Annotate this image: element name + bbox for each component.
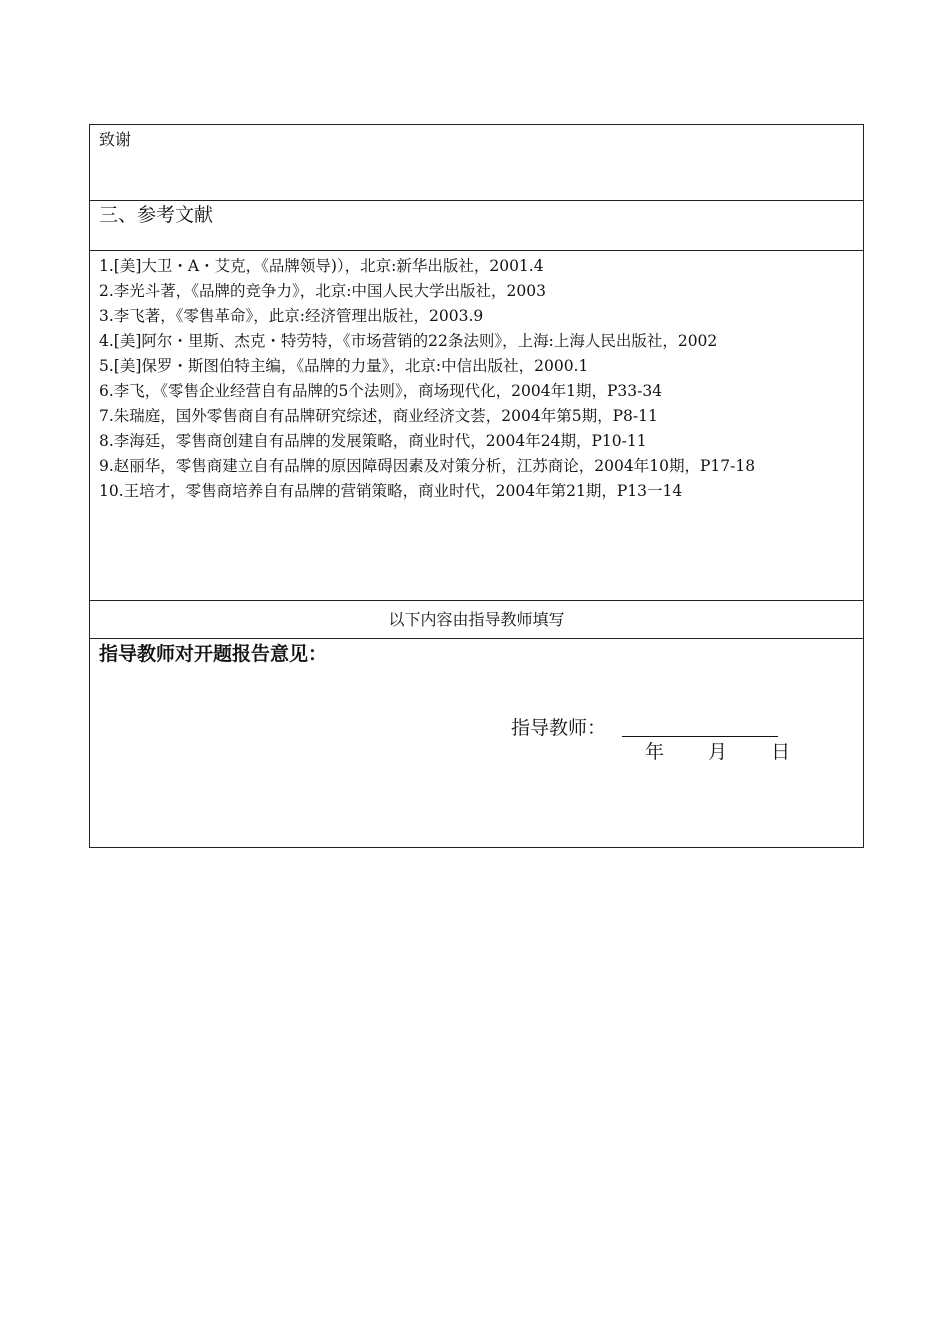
reference-item: 8.李海廷，零售商创建自有品牌的发展策略，商业时代，2004年24期，P10-11 bbox=[99, 432, 647, 450]
date-year-label: 年 bbox=[645, 741, 665, 763]
acknowledgement-label: 致谢 bbox=[99, 130, 132, 149]
reference-item: 1.[美]大卫・A・艾克，《品牌领导)），北京:新华出版社，2001.4 bbox=[99, 257, 544, 275]
reference-item: 9.赵丽华，零售商建立自有品牌的原因障碍因素及对策分析，江苏商论，2004年10期，P17-18 bbox=[99, 457, 756, 475]
reference-item: 2.李光斗著，《品牌的竞争力》，北京:中国人民大学出版社，2003 bbox=[99, 282, 546, 300]
reference-item: 10.王培才，零售商培养自有品牌的营销策略，商业时代，2004年第21期，P13一14 bbox=[99, 482, 683, 500]
references-list bbox=[90, 251, 863, 601]
report-form-table bbox=[89, 124, 864, 848]
advisor-opinion-label: 指导教师对开题报告意见： bbox=[99, 643, 328, 665]
references-heading-row bbox=[90, 201, 863, 251]
reference-item: 5.[美]保罗・斯图伯特主编，《品牌的力量》，北京:中信出版社，2000.1 bbox=[99, 357, 589, 375]
reference-item: 4.[美]阿尔・里斯、杰克・特劳特，《市场营销的22条法则》，上海:上海人民出版社，2002 bbox=[99, 332, 718, 350]
reference-item: 7.朱瑞庭，国外零售商自有品牌研究综述，商业经济文荟，2004年第5期，P8-11 bbox=[99, 407, 658, 425]
advisor-signature-line[interactable] bbox=[622, 736, 778, 737]
reference-item: 6.李飞，《零售企业经营自有品牌的5个法则》，商场现代化，2004年1期，P33-34 bbox=[99, 382, 663, 400]
references-heading: 三、参考文献 bbox=[99, 204, 214, 226]
advisor-fill-note: 以下内容由指导教师填写 bbox=[388, 610, 565, 629]
date-day-label: 日 bbox=[771, 741, 791, 763]
reference-item: 3.李飞著，《零售革命》，此京:经济管理出版社，2003.9 bbox=[99, 307, 484, 325]
advisor-fill-note-row bbox=[90, 601, 863, 639]
advisor-signature-label: 指导教师： bbox=[511, 717, 607, 739]
advisor-opinion-row bbox=[90, 639, 863, 847]
date-month-label: 月 bbox=[708, 741, 728, 763]
signature-date bbox=[645, 739, 790, 765]
acknowledgement-row bbox=[90, 125, 863, 201]
